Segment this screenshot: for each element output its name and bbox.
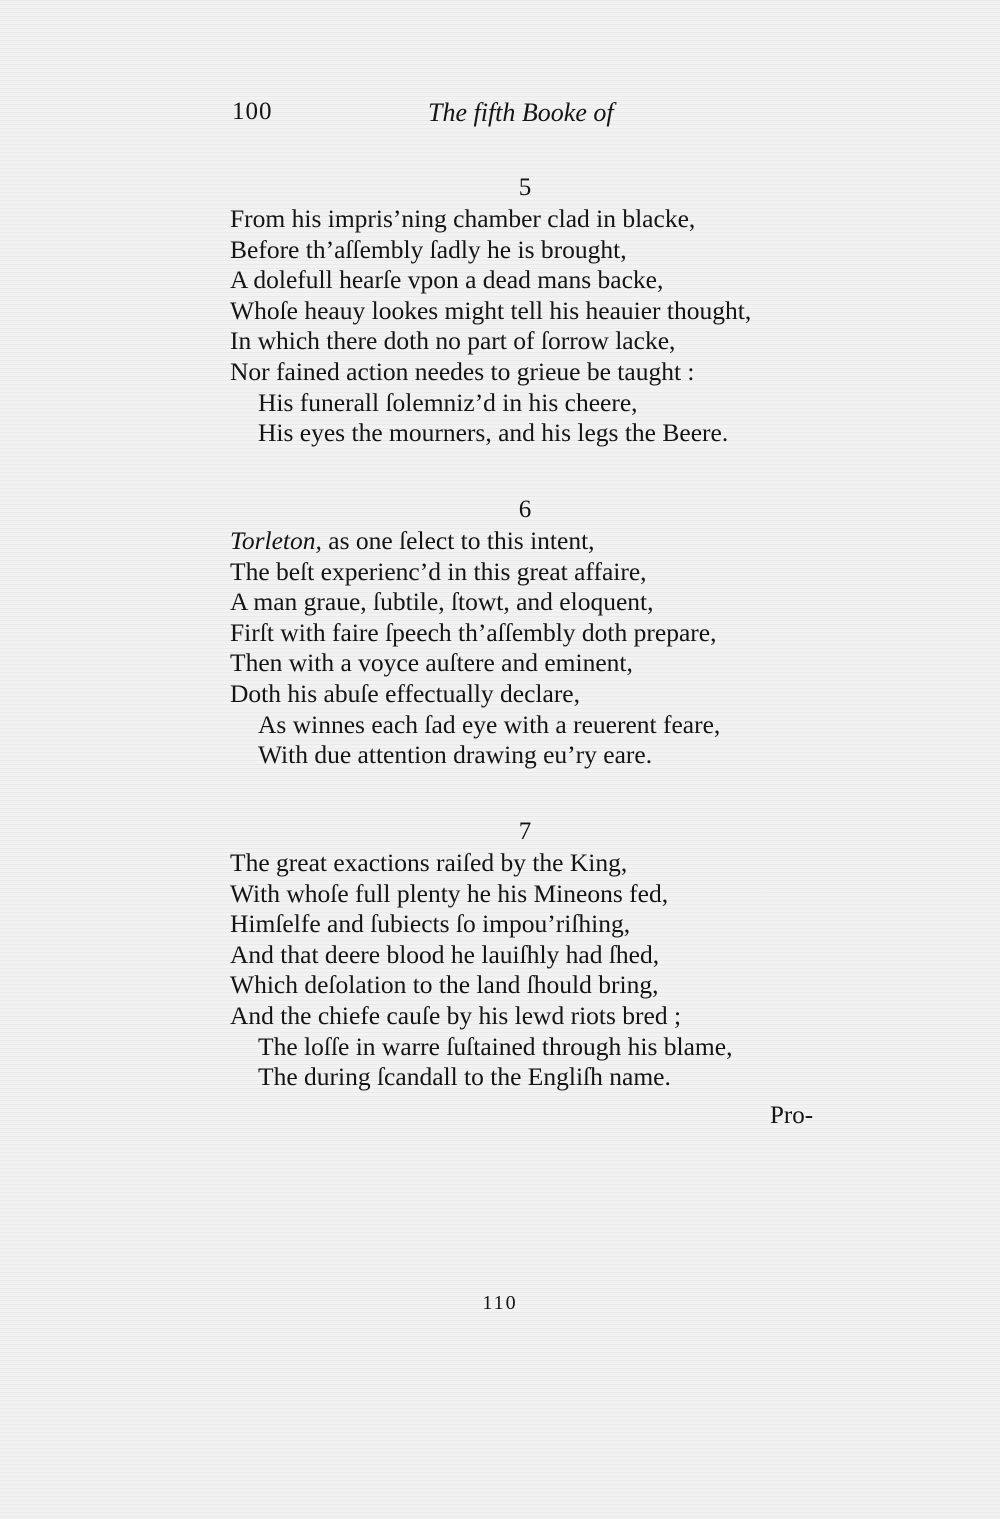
- verse-line: A man graue, ſubtile, ſtowt, and eloquent,: [230, 587, 654, 617]
- verse-line-couplet: With due attention drawing eu’ry eare.: [258, 740, 653, 770]
- page-number: 100: [232, 98, 273, 125]
- verse-line: Whoſe heauy lookes might tell his heauier thought,: [230, 295, 752, 325]
- verse-line: Nor fained action needes to grieue be taught :: [230, 356, 695, 386]
- running-title: The fifth Booke of: [428, 98, 614, 127]
- verse-line: Then with a voyce auſtere and eminent,: [230, 648, 633, 678]
- verse-line-couplet: His eyes the mourners, and his legs the Beere.: [258, 418, 729, 448]
- stanza-5: [230, 172, 850, 449]
- verse-line: Firſt with faire ſpeech th’aſſembly doth prepare,: [230, 617, 717, 647]
- stanza-6: [230, 494, 850, 771]
- stanza-7: [230, 816, 850, 1093]
- signature-mark: 110: [482, 1292, 518, 1314]
- verse-line-couplet: As winnes each ſad eye with a reuerent feare,: [258, 709, 721, 739]
- stanza-number: 5: [518, 174, 532, 201]
- verse-line: And that deere blood he lauiſhly had ſhed,: [230, 939, 660, 969]
- catchword: Pro-: [770, 1102, 814, 1129]
- verse-line: With whoſe full plenty he his Mineons fed,: [230, 878, 669, 908]
- verse-line-couplet: The during ſcandall to the Engliſh name.: [258, 1062, 671, 1092]
- verse-line-couplet: His funerall ſolemniz’d in his cheere,: [258, 387, 638, 417]
- verse-line: Which deſolation to the land ſhould bring,: [230, 970, 659, 1000]
- verse-line: The great exactions raiſed by the King,: [230, 848, 628, 877]
- verse-line: A dolefull hearſe vpon a dead mans backe,: [230, 265, 664, 295]
- verse-line: From his impris’ning chamber clad in blacke,: [230, 204, 696, 233]
- verse-line: Himſelfe and ſubiects ſo impou’riſhing,: [230, 909, 631, 939]
- verse-line-text: as one ſelect to this intent,: [321, 526, 595, 555]
- stanza-number: 7: [518, 818, 532, 845]
- verse-line: In which there doth no part of ſorrow lacke,: [230, 326, 676, 356]
- running-head: [232, 98, 824, 138]
- speaker-name: Torleton,: [230, 526, 322, 555]
- verse-line: Doth his abuſe effectually declare,: [230, 678, 581, 708]
- verse-line: The beſt experienc’d in this great affaire,: [230, 556, 647, 586]
- stanza-number: 6: [518, 496, 532, 523]
- verse-line-couplet: The loſſe in warre ſuſtained through his blame,: [258, 1031, 733, 1061]
- verse-line: [230, 526, 850, 557]
- verse-line: Before th’aſſembly ſadly he is brought,: [230, 234, 627, 264]
- verse-line: And the chiefe cauſe by his lewd riots bred ;: [230, 1000, 682, 1030]
